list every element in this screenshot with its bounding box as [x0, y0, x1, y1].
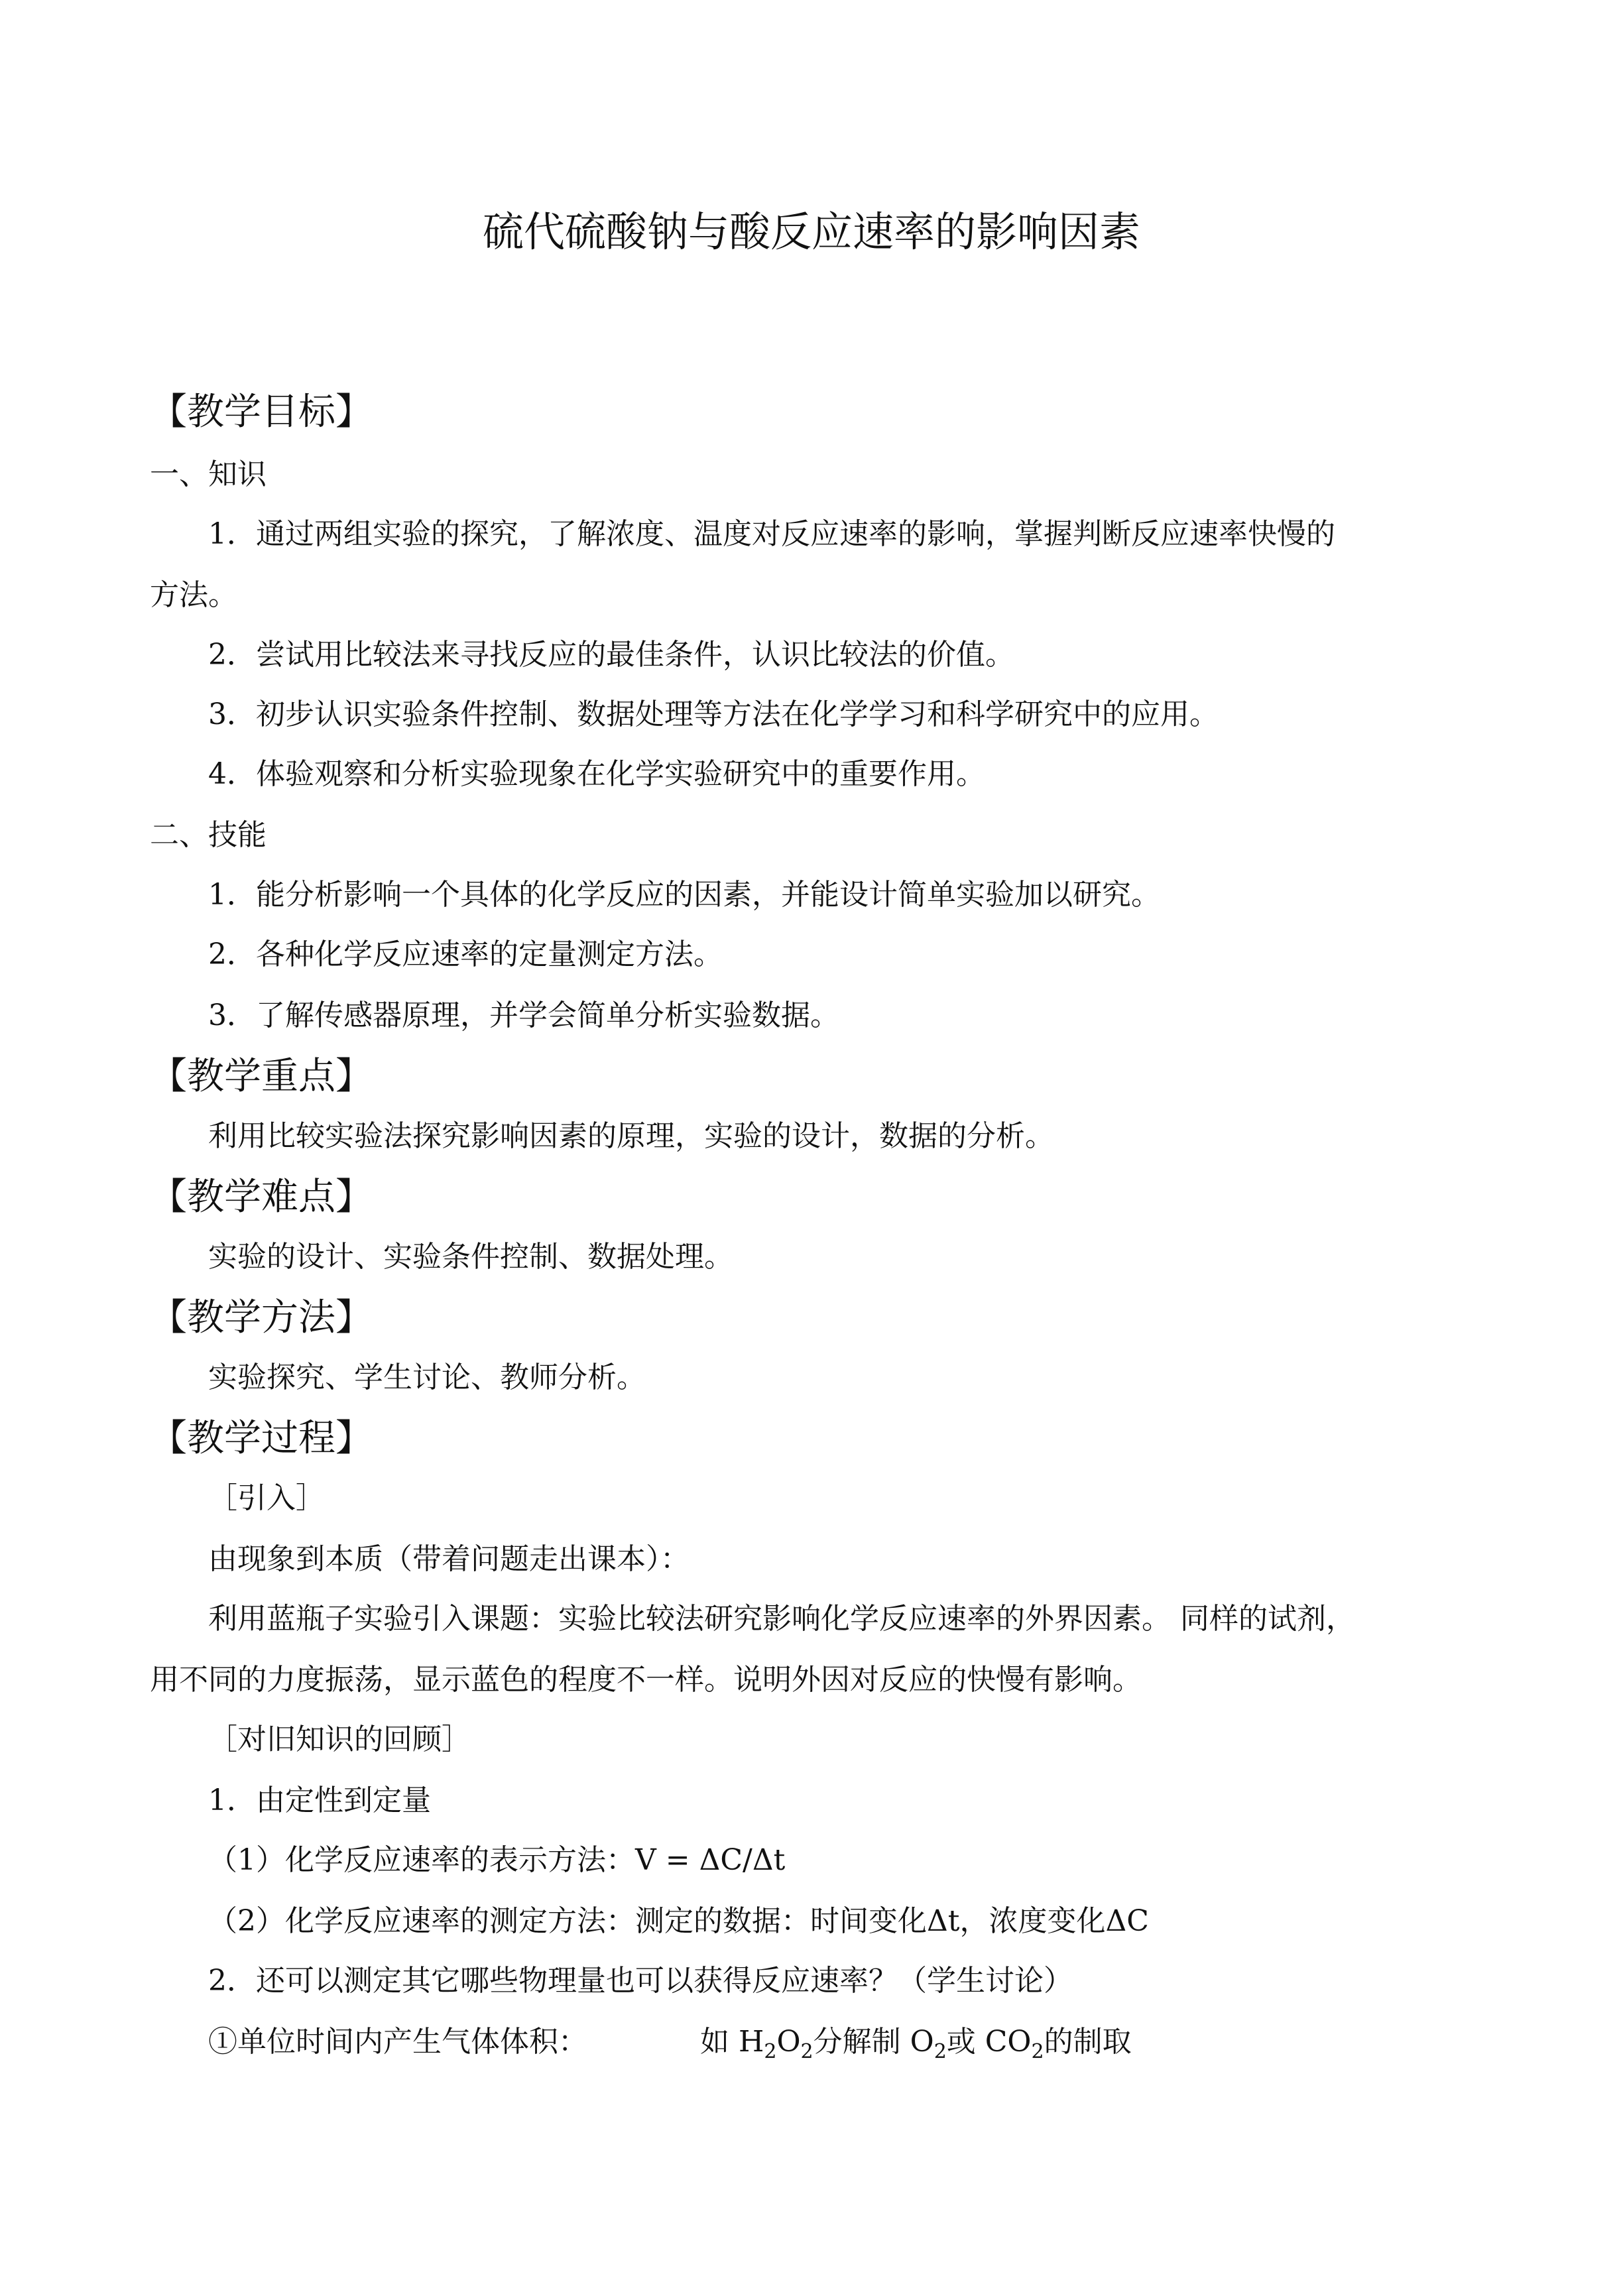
intro-text-1: 由现象到本质（带着问题走出课本）：: [208, 1542, 690, 1576]
key-points-text: 利用比较实验法探究影响因素的原理，实验的设计，数据的分析。: [208, 1119, 1054, 1153]
skills-item-3: 3．了解传感器原理，并学会简单分析实验数据。: [208, 998, 839, 1032]
difficulties-heading: 【教学难点】: [150, 1176, 373, 1219]
skills-item-2: 2．各种化学反应速率的定量测定方法。: [208, 937, 723, 971]
knowledge-item-3: 3．初步认识实验条件控制、数据处理等方法在化学学习和科学研究中的应用。: [208, 697, 1219, 731]
formula-text: 的制取: [1044, 2025, 1132, 2059]
skills-heading: 二、技能: [150, 818, 267, 852]
skills-item-1: 1．能分析影响一个具体的化学反应的因素，并能设计简单实验加以研究。: [208, 878, 1160, 912]
formula-text: 或 CO: [946, 2025, 1032, 2059]
intro-text-2: 利用蓝瓶子实验引入课题：实验比较法研究影响化学反应速率的外界因素。 同样的试剂，: [208, 1602, 1355, 1636]
difficulties-text: 实验的设计、实验条件控制、数据处理。: [208, 1240, 733, 1274]
review-item-2-1: [208, 2022, 1132, 2065]
formula-text: 分解制 O: [813, 2025, 934, 2059]
process-heading: 【教学过程】: [150, 1417, 373, 1460]
intro-text-2-cont: 用不同的力度振荡，显示蓝色的程度不一样。说明外因对反应的快慢有影响。: [150, 1663, 1142, 1697]
methods-text: 实验探究、学生讨论、教师分析。: [208, 1360, 646, 1394]
review-item-1-2: （2）化学反应速率的测定方法：测定的数据：时间变化Δt，浓度变化ΔC: [208, 1904, 1149, 1938]
key-points-heading: 【教学重点】: [150, 1055, 373, 1098]
review-item-2: 2．还可以测定其它哪些物理量也可以获得反应速率？（学生讨论）: [208, 1964, 1073, 1998]
knowledge-item-1-cont: 方法。: [150, 578, 237, 612]
formula-text: O: [776, 2025, 801, 2059]
review-item-1-1: （1）化学反应速率的表示方法：V = ΔC/Δt: [208, 1843, 786, 1877]
intro-tag: ［引入］: [208, 1481, 325, 1515]
review-item-2-1-label: ①单位时间内产生气体体积：: [208, 2025, 587, 2059]
knowledge-item-4: 4．体验观察和分析实验现象在化学实验研究中的重要作用。: [208, 757, 985, 791]
knowledge-item-2: 2．尝试用比较法来寻找反应的最佳条件，认识比较法的价值。: [208, 638, 1014, 672]
formula-text: 如 H: [700, 2025, 764, 2059]
objectives-heading: 【教学目标】: [150, 391, 373, 434]
subscript: 2: [764, 2040, 777, 2063]
review-tag: ［对旧知识的回顾］: [208, 1722, 471, 1756]
knowledge-heading: 一、知识: [150, 457, 267, 491]
methods-heading: 【教学方法】: [150, 1296, 373, 1339]
subscript: 2: [933, 2040, 947, 2063]
knowledge-item-1: 1．通过两组实验的探究，了解浓度、温度对反应速率的影响，掌握判断反应速率快慢的: [208, 517, 1335, 551]
subscript: 2: [1031, 2040, 1044, 2063]
page-title: 硫代硫酸钠与酸反应速率的影响因素: [482, 208, 1140, 256]
review-item-1: 1．由定性到定量: [208, 1783, 431, 1817]
subscript: 2: [800, 2040, 813, 2063]
